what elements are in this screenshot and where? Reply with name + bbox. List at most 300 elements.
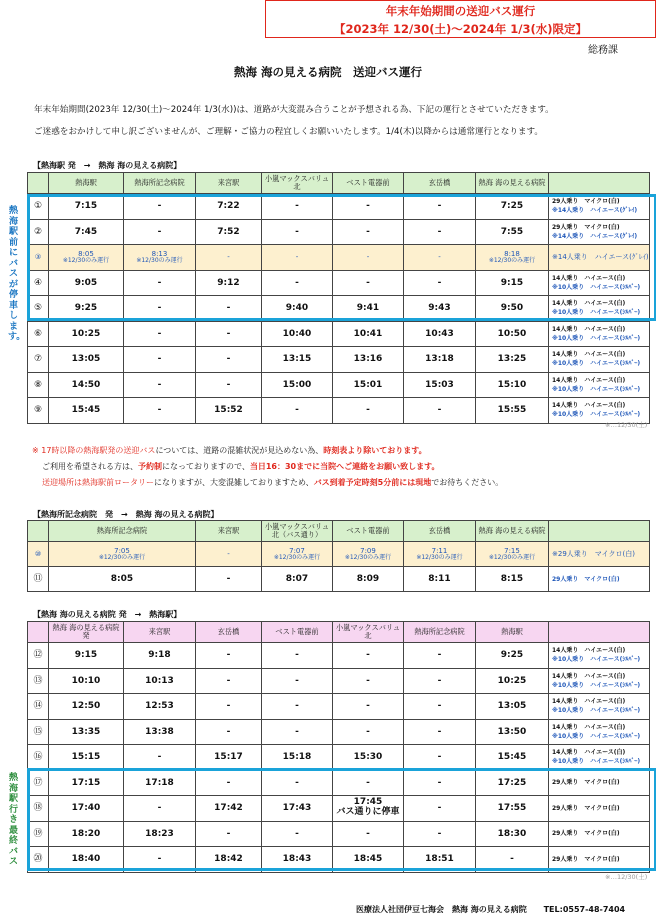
- bus-type: 29人乗り マイクロ(白): [552, 804, 620, 812]
- bus-type: 14人乗り ハイエース(白): [552, 300, 626, 308]
- time-cell: [333, 194, 404, 220]
- time-value: -: [295, 277, 299, 288]
- time-cell: [124, 321, 196, 347]
- bus-alt: ※10人乗り ハイエース(ｼﾙﾊﾞｰ): [552, 385, 641, 393]
- table-row: [28, 542, 650, 567]
- bus-info: [549, 219, 650, 245]
- time-cell: [262, 643, 333, 669]
- time-cell: [196, 796, 262, 822]
- bus-info: [549, 270, 650, 296]
- time-value: -: [437, 752, 442, 763]
- time-cell: [476, 668, 549, 694]
- bus-info: [549, 694, 650, 720]
- note1-b: については、道路の混雑状況が見込めない為、: [155, 446, 324, 455]
- time-cell: [476, 542, 549, 567]
- bus-alt: ※10人乗り ハイエース(ｼﾙﾊﾞｰ): [552, 360, 641, 368]
- time-cell: [404, 219, 476, 245]
- time-value: -: [295, 726, 299, 737]
- time-value: 10:25: [497, 675, 527, 686]
- run-note: ※12/30のみ運行: [344, 553, 392, 561]
- bus-alt: ※10人乗り ハイエース(ｼﾙﾊﾞｰ): [552, 681, 641, 689]
- time-cell: [49, 694, 124, 720]
- time-value: -: [226, 650, 231, 661]
- bus-info: [549, 296, 650, 322]
- run-note: ※12/30のみ運行: [488, 553, 536, 561]
- bus-info: [549, 372, 650, 398]
- section1-label: 【熱海駅 発 → 熱海 海の見える病院】: [33, 161, 182, 170]
- time-value: -: [437, 726, 442, 737]
- time-cell: [404, 694, 476, 720]
- time-cell: [124, 694, 196, 720]
- time-value: 9:25: [74, 303, 98, 314]
- time-value: -: [437, 201, 442, 212]
- notes-block: [32, 443, 652, 491]
- time-cell: [404, 194, 476, 220]
- time-value: -: [226, 828, 231, 839]
- time-value: 10:43: [425, 328, 454, 339]
- bus-type: 14人乗り ハイエース(白): [552, 351, 626, 359]
- run-note: ※12/30のみ運行: [416, 553, 463, 561]
- time-value: -: [437, 803, 442, 814]
- time-cell: [124, 719, 196, 745]
- time-cell: [333, 821, 404, 847]
- time-cell: [262, 347, 333, 373]
- time-cell: [196, 643, 262, 669]
- column-header: 来宮駅: [196, 521, 262, 542]
- table-row: [28, 847, 650, 873]
- time-value: -: [157, 303, 162, 314]
- time-cell: [476, 219, 549, 245]
- time-cell: [49, 270, 124, 296]
- bus-info: [549, 668, 650, 694]
- intro-line2: ご迷惑をおかけして申し訳ございませんが、ご理解・ご協力の程宜しくお願いいたします。1/4(木)以降からは通常運行となります。: [34, 127, 544, 137]
- time-value: -: [226, 777, 231, 788]
- row-number: ⑫: [28, 643, 49, 669]
- time-cell: [333, 219, 404, 245]
- bus-type: 14人乗り ハイエース(白): [552, 698, 626, 706]
- time-cell: [404, 745, 476, 771]
- time-cell: [196, 296, 262, 322]
- time-value: 17:40: [71, 803, 101, 814]
- time-value: -: [157, 277, 162, 288]
- row-number: ⑱: [28, 796, 49, 822]
- bus-alt: ※10人乗り ハイエース(ｼﾙﾊﾞｰ): [552, 732, 641, 740]
- time-cell: [262, 821, 333, 847]
- column-header: 熱海 海の見える病院: [476, 173, 549, 194]
- time-value: -: [157, 354, 162, 365]
- time-cell: [262, 796, 333, 822]
- time-value: -: [226, 303, 231, 314]
- time-cell: [49, 194, 124, 220]
- time-value: 8:13: [151, 249, 168, 258]
- time-value: 15:18: [282, 752, 312, 763]
- timetable-hospital-to-station: [27, 621, 650, 873]
- time-cell: [476, 398, 549, 424]
- time-value: -: [157, 405, 162, 416]
- time-value: 15:17: [214, 752, 243, 763]
- header-blank: [28, 521, 49, 542]
- time-value: 18:51: [425, 854, 454, 865]
- time-cell: [262, 770, 333, 796]
- time-value: 13:50: [497, 726, 527, 737]
- time-value: 7:25: [500, 201, 524, 212]
- time-value: -: [157, 226, 162, 237]
- bus-info: [549, 567, 650, 592]
- row-number: ②: [28, 219, 49, 245]
- time-value: -: [437, 277, 442, 288]
- bus-info: [549, 745, 650, 771]
- time-value: -: [226, 675, 231, 686]
- note3-b: になりますが、大変混雑しておりますため、: [154, 478, 314, 487]
- time-value: -: [226, 354, 231, 365]
- time-cell: [333, 398, 404, 424]
- time-value: 18:45: [353, 854, 383, 865]
- bus-type: 29人乗り マイクロ(白): [552, 223, 620, 231]
- time-value: -: [366, 675, 370, 686]
- time-value: 9:41: [356, 303, 380, 314]
- time-value: 15:00: [282, 379, 312, 390]
- time-cell: [196, 270, 262, 296]
- bus-info: [549, 194, 650, 220]
- notice-line1: 年末年始期間の送迎バス運行: [385, 4, 536, 18]
- row-number: ④: [28, 270, 49, 296]
- row-number: ⑤: [28, 296, 49, 322]
- run-note: ※12/30のみ運行: [136, 256, 183, 264]
- time-cell: [49, 372, 124, 398]
- time-value: 18:43: [282, 854, 312, 865]
- time-cell: [404, 270, 476, 296]
- time-value: 7:22: [217, 201, 240, 212]
- run-note: ※12/30のみ運行: [98, 553, 146, 561]
- note2-a: ご利用を希望される方は、: [42, 462, 138, 471]
- time-value: -: [437, 650, 442, 661]
- time-value: -: [226, 379, 231, 390]
- time-value: -: [157, 854, 162, 865]
- time-value: 8:09: [356, 573, 380, 584]
- time-value: 7:52: [217, 226, 240, 237]
- column-header: 小嵐マックスバリュ北: [333, 622, 404, 643]
- time-value: -: [437, 701, 442, 712]
- side-label-station-stop: 熱海駅前にバスが停車します。: [8, 206, 26, 342]
- table-row: [28, 398, 650, 424]
- bus-alt: ※10人乗り ハイエース(ｼﾙﾊﾞｰ): [552, 758, 641, 766]
- time-value: 17:18: [145, 777, 174, 788]
- time-cell: [333, 719, 404, 745]
- time-value: 13:25: [497, 354, 527, 365]
- note2-d: 当日16：30までに当院へご連絡をお願い致します。: [249, 462, 440, 471]
- time-value: -: [366, 201, 370, 212]
- time-cell: [404, 770, 476, 796]
- time-cell: [333, 643, 404, 669]
- row-number: ⑩: [28, 542, 49, 567]
- time-value: -: [157, 379, 162, 390]
- time-cell: [196, 821, 262, 847]
- time-value: -: [227, 549, 230, 558]
- header-row: [28, 622, 650, 643]
- time-value: 15:45: [497, 752, 527, 763]
- bus-alt: ※10人乗り ハイエース(ｼﾙﾊﾞｰ): [552, 283, 641, 291]
- row-number: ⑪: [28, 567, 49, 592]
- time-value: -: [157, 803, 162, 814]
- time-cell: [476, 296, 549, 322]
- note2-c: になっておりますので、: [162, 462, 250, 471]
- time-cell: [196, 847, 262, 873]
- time-value: -: [366, 226, 370, 237]
- time-cell: [476, 745, 549, 771]
- footer-phone: TEL:0557-48-7404: [543, 905, 626, 914]
- time-cell: [404, 321, 476, 347]
- column-header: 小嵐マックスバリュ北: [262, 173, 333, 194]
- time-value: -: [437, 675, 442, 686]
- time-value: -: [295, 675, 299, 686]
- time-cell: [49, 847, 124, 873]
- column-header: 来宮駅: [196, 173, 262, 194]
- time-cell: [404, 719, 476, 745]
- row-number: ⑧: [28, 372, 49, 398]
- time-value: -: [437, 777, 442, 788]
- bus-type: 14人乗り ハイエース(白): [552, 376, 626, 384]
- time-value: 10:25: [71, 328, 101, 339]
- time-cell: [262, 542, 333, 567]
- time-cell: [333, 668, 404, 694]
- time-cell: [49, 796, 124, 822]
- footer: [356, 904, 656, 915]
- time-cell: [262, 296, 333, 322]
- note3-c: バス到着予定時刻5分前には現地: [313, 478, 432, 487]
- time-value: 8:07: [285, 573, 309, 584]
- time-value: -: [295, 253, 299, 262]
- bus-type: 29人乗り マイクロ(白): [552, 830, 620, 838]
- time-value: 13:38: [145, 726, 174, 737]
- bus-info: [549, 847, 650, 873]
- bus-alt: ※14人乗り ハイエース(ｸﾞﾚｲ): [552, 252, 649, 261]
- row-number: ⑯: [28, 745, 49, 771]
- row-number: ①: [28, 194, 49, 220]
- time-cell: [262, 745, 333, 771]
- time-value: -: [366, 828, 370, 839]
- time-value: 13:35: [71, 726, 101, 737]
- time-value: 18:30: [497, 828, 527, 839]
- time-value: 17:55: [497, 803, 527, 814]
- time-cell: [262, 719, 333, 745]
- table-row: [28, 694, 650, 720]
- time-cell: [196, 719, 262, 745]
- time-value: 9:25: [500, 650, 524, 661]
- time-value: 13:05: [497, 701, 527, 712]
- time-cell: [333, 745, 404, 771]
- table-row: [28, 219, 650, 245]
- time-value: -: [295, 226, 299, 237]
- notice-box: [265, 0, 656, 38]
- row-number: ⑳: [28, 847, 49, 873]
- footer-organization: 医療法人社団伊豆七海会 熱海 海の見える病院: [356, 905, 527, 914]
- time-cell: [124, 770, 196, 796]
- time-cell: [196, 245, 262, 271]
- bus-alt: ※10人乗り ハイエース(ｼﾙﾊﾞｰ): [552, 411, 641, 419]
- time-cell: [262, 321, 333, 347]
- bus-alt: ※10人乗り ハイエース(ｼﾙﾊﾞｰ): [552, 656, 641, 664]
- time-cell: [262, 219, 333, 245]
- time-value: -: [366, 650, 370, 661]
- time-cell: [196, 668, 262, 694]
- note2-b: 予約制: [138, 462, 162, 471]
- table-row: [28, 796, 650, 822]
- time-value: 15:15: [71, 752, 101, 763]
- bus-info: [549, 321, 650, 347]
- time-cell: [333, 770, 404, 796]
- time-cell: [333, 542, 404, 567]
- time-cell: [196, 372, 262, 398]
- time-cell: [124, 745, 196, 771]
- bus-type: 14人乗り ハイエース(白): [552, 723, 626, 731]
- time-value: 18:40: [71, 854, 101, 865]
- time-cell: [196, 542, 262, 567]
- column-header: 熱海駅: [49, 173, 124, 194]
- time-cell: [262, 270, 333, 296]
- header-row: [28, 521, 650, 542]
- time-cell: [476, 270, 549, 296]
- time-cell: [404, 372, 476, 398]
- time-value: 9:50: [500, 303, 524, 314]
- bus-type: 29人乗り マイクロ(白): [552, 779, 620, 787]
- time-cell: [49, 542, 196, 567]
- time-value: 15:52: [214, 405, 243, 416]
- time-value: 7:15: [504, 546, 520, 555]
- time-cell: [404, 398, 476, 424]
- time-cell: [124, 296, 196, 322]
- time-value: 10:40: [282, 328, 312, 339]
- column-header: 小嵐マックスバリュ北（バス通り）: [262, 521, 333, 542]
- table-row: [28, 245, 650, 271]
- time-cell: [404, 847, 476, 873]
- time-value: 15:10: [497, 379, 527, 390]
- section3-updated-note: ※…12/30(土): [605, 873, 648, 881]
- table-row: [28, 719, 650, 745]
- bus-type: 14人乗り ハイエース(白): [552, 274, 626, 282]
- run-note: ※12/30のみ運行: [273, 553, 321, 561]
- time-value: 13:05: [71, 354, 101, 365]
- time-value: 7:45: [74, 226, 98, 237]
- time-value: -: [227, 253, 230, 262]
- time-value: 10:41: [353, 328, 383, 339]
- bus-type: 14人乗り ハイエース(白): [552, 402, 626, 410]
- time-value: 15:03: [425, 379, 454, 390]
- department-label: 総務課: [588, 45, 618, 56]
- time-value: -: [295, 405, 299, 416]
- time-value: 9:15: [500, 277, 524, 288]
- time-cell: [333, 694, 404, 720]
- time-value: 17:25: [497, 777, 527, 788]
- time-value: 15:30: [353, 752, 383, 763]
- time-cell: [124, 847, 196, 873]
- time-cell: [124, 219, 196, 245]
- table-row: [28, 321, 650, 347]
- time-cell: [124, 668, 196, 694]
- stop-note: バス通りに停車: [336, 807, 400, 818]
- header-row: [28, 173, 650, 194]
- bus-info: [549, 719, 650, 745]
- section2-label: 【熱海所記念病院 発 → 熱海 海の見える病院】: [33, 510, 219, 519]
- table-row: [28, 745, 650, 771]
- time-cell: [476, 372, 549, 398]
- time-value: 9:15: [74, 650, 98, 661]
- row-number: ⑭: [28, 694, 49, 720]
- bus-type: 14人乗り ハイエース(白): [552, 647, 626, 655]
- table-row: [28, 347, 650, 373]
- time-cell: [124, 347, 196, 373]
- bus-type: 29人乗り マイクロ(白): [552, 198, 620, 206]
- time-value: 15:55: [497, 405, 527, 416]
- time-value: 15:01: [353, 379, 383, 390]
- time-cell: [262, 694, 333, 720]
- table-row: [28, 821, 650, 847]
- time-cell: [124, 821, 196, 847]
- time-value: 9:43: [428, 303, 451, 314]
- time-cell: [404, 296, 476, 322]
- time-cell: [124, 194, 196, 220]
- time-value: 12:50: [71, 701, 101, 712]
- time-cell: [404, 567, 476, 592]
- time-value: 9:05: [74, 277, 98, 288]
- column-header: 熱海駅: [476, 622, 549, 643]
- time-value: 17:15: [71, 777, 101, 788]
- page-title: 熱海 海の見える病院 送迎バス運行: [233, 65, 422, 79]
- time-cell: [333, 270, 404, 296]
- bus-type: 14人乗り ハイエース(白): [552, 325, 626, 333]
- time-cell: [262, 245, 333, 271]
- time-value: 8:15: [500, 573, 524, 584]
- time-cell: [196, 694, 262, 720]
- table-row: [28, 567, 650, 592]
- table-row: [28, 194, 650, 220]
- column-header: 玄岳橋: [404, 521, 476, 542]
- time-cell: [333, 347, 404, 373]
- time-cell: [49, 821, 124, 847]
- time-cell: [262, 194, 333, 220]
- bus-info: [549, 821, 650, 847]
- time-value: 7:15: [74, 201, 98, 212]
- time-cell: [333, 847, 404, 873]
- time-value: -: [295, 828, 299, 839]
- time-cell: [196, 398, 262, 424]
- time-value: -: [226, 573, 231, 584]
- bus-type: 14人乗り ハイエース(白): [552, 749, 626, 757]
- time-value: 8:05: [110, 573, 134, 584]
- time-cell: [476, 719, 549, 745]
- table-row: [28, 668, 650, 694]
- time-cell: [124, 796, 196, 822]
- time-cell: [476, 347, 549, 373]
- bus-type: 29人乗り マイクロ(白): [552, 575, 620, 583]
- time-value: 13:16: [353, 354, 383, 365]
- time-cell: [49, 770, 124, 796]
- time-cell: [49, 296, 124, 322]
- table-row: [28, 372, 650, 398]
- row-number: ⑨: [28, 398, 49, 424]
- time-value: 8:11: [428, 573, 451, 584]
- time-value: -: [226, 726, 231, 737]
- time-cell: [49, 347, 124, 373]
- time-value: -: [366, 277, 370, 288]
- column-header: ベスト電器前: [333, 521, 404, 542]
- column-header: 来宮駅: [124, 622, 196, 643]
- notice-line2: 【2023年 12/30(土)〜2024年 1/3(水)限定】: [334, 22, 587, 36]
- time-cell: [333, 321, 404, 347]
- bus-alt: ※10人乗り ハイエース(ｼﾙﾊﾞｰ): [552, 707, 641, 715]
- time-cell: [196, 567, 262, 592]
- time-value: 17:42: [214, 803, 243, 814]
- bus-info: [549, 770, 650, 796]
